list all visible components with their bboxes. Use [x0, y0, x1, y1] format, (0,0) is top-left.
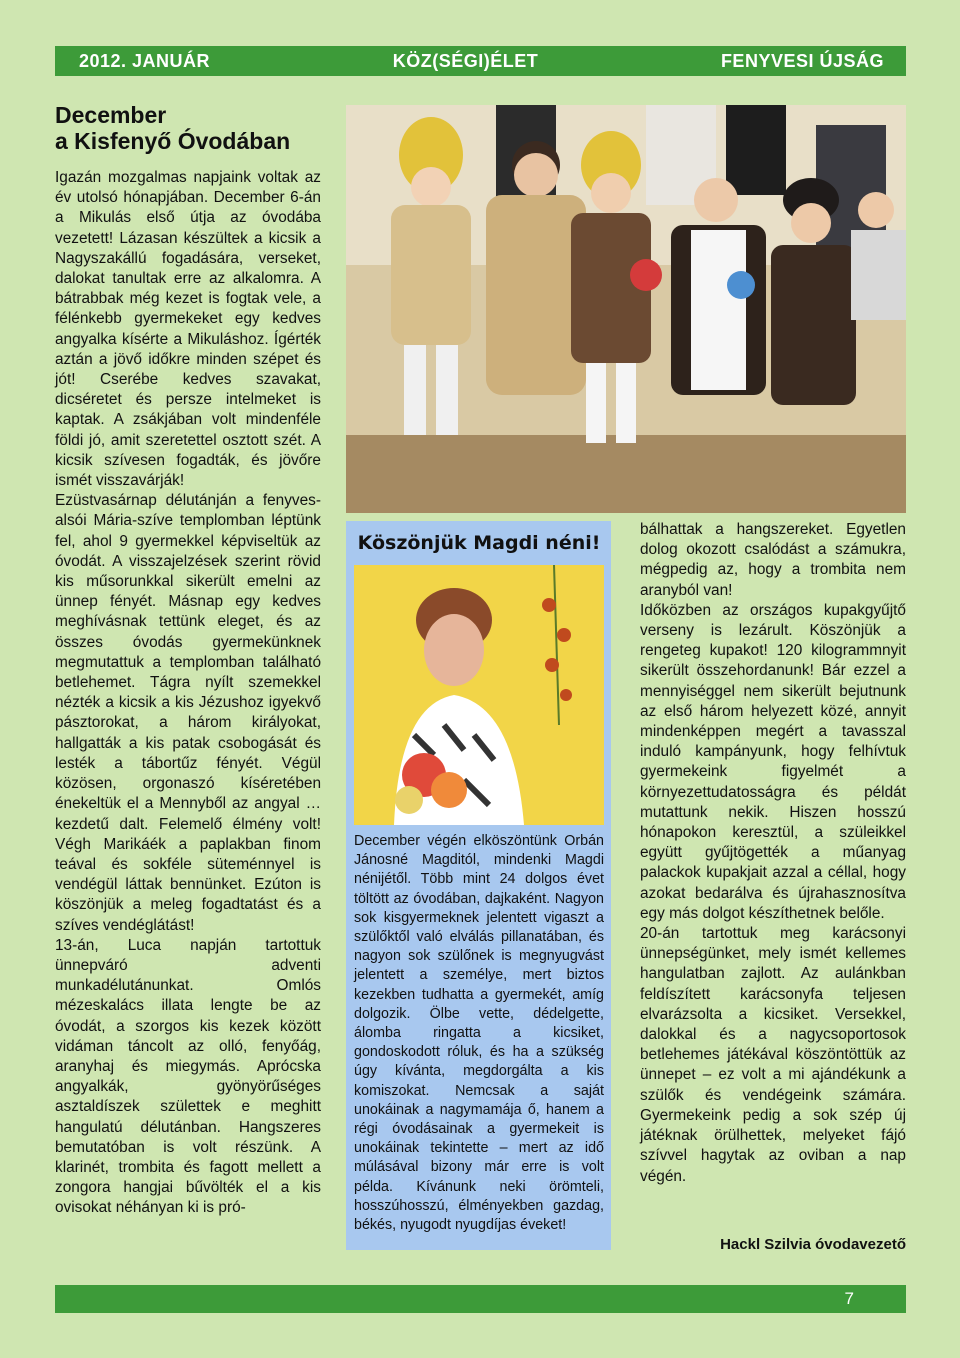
footer-bar	[55, 1285, 906, 1313]
article-paragraph: Igazán mozgalmas napjaink voltak az év utolsó hónapjában. December 6-án a Mikulás első útja az óvodába vezetett! Lázasan készültek a kicsik a Nagyszakállú fogadására, verseket, dalokat tanultak erre az alkalomra. A bátrabbak még kezet is fogtak vele, a félénkebb gyermekeket egy kedves angyalka kísérte a Mikuláshoz. Ígérték aztán a jövő időkre minden szépet és jót! Cserébe kedves szavakat, dicséretet és persze intelmeket is kaptak. A zsákjában volt mindenféle földi jó, amit szeretettel osztott szét. A kicsik szívesen fogadták, és jövőre ismét visszavárják!	[55, 169, 321, 490]
article-paragraph: 13-án, Luca napján tartottuk ünnepváró adventi munkadélutánunkat. Omlós mézeskalács illata lengte be az óvodát, a szorgos kis kezek között vidáman táncolt az olló, fenyőág, aranyhaj és miegymás. Aprócska angyalkák, gyönyörűséges asztaldíszek születtek e meghitt hangulatú délutánban. Hangszeres bemutatóban is volt részünk. A klarinét, trombita és fagott mellett a zongora hangjai bűvölték el a kis ovisokat néhányan ki is pró-	[55, 936, 321, 1217]
section-name: KÖZ(SÉGI)ÉLET	[392, 50, 539, 71]
article-column-right	[640, 520, 906, 1187]
article-title-line1: December	[55, 102, 167, 128]
article-paragraph: Ezüstvasárnap délutánján a fenyves-alsói Mária-szíve templomban léptünk fel, ahol 9 gyermekkel képviseltük az óvodát. A visszajelzések szerint rövid kis műsorunkkal sikerült emelni az ünnep fényét. Másnap egy kedves meghívásnak tettünk eleget, és az összes óvodás gyermekünknek megmutattuk a templomban található betlehemet. Tágra nyílt szemekkel nézték a kicsik a kis Jézushoz igyekvő pásztorokat, a három királyokat, hallgatták a kis patak csobogását és lesték a tábortűz fényét. Végül közösen, orgonaszó kíséretében énekeltük el a Mennyből az angyal … kezdetű dalt. Felemelő élmény volt! Végh Marikáék a paplakban finom teával és sokféle süteménnyel is vendégül láttak bennünket. Ezúton is köszönjük a meleg fogadtatást és a szíves vendéglátást!	[55, 492, 321, 934]
sidebar-body	[354, 832, 604, 1235]
page-number: 7	[844, 1289, 854, 1308]
article-column-left	[55, 168, 321, 1219]
issue-date: 2012. JANUÁR	[79, 50, 211, 71]
article-title-line2: a Kisfenyő Óvodában	[55, 128, 291, 154]
newspaper-name: FENYVESI ÚJSÁG	[720, 50, 884, 71]
children-costume-photo	[346, 105, 906, 513]
article-paragraph: 20-án tartottuk meg karácsonyi ünnepségünket, mely ismét kellemes hangulatban zajlott. Az aulánkban feldíszített karácsonyfa teljesen elvarázsolta a kicsiket. Versekkel, dalokkal és a nagycsoportosok betlehemes játékával köszöntöttük az ünnepet – ez volt a mi ajándékunk a szülők és vendégeink számára. Gyermekeink pedig a sok szép új játéknak örülhettek, melyeket fájó szívvel hagytak az oviban a nap végén.	[640, 925, 906, 1185]
magdi-portrait-photo	[354, 565, 604, 825]
article-paragraph: Időközben az országos kupakgyűjtő verseny is lezárult. Köszönjük a rengeteg kupakot! 120 kilogrammnyit sikerült összehordanunk! Bár ezzel a mennyiséggel nem sikerült bejutnunk az első három helyezett közé, annyit mindenképpen megért a tavasszal induló kampányunk, hogy felhívtuk gyermekeink figyelmét a környezettudatosságra és példát mutattunk nekik. Hiszen hosszú hónapokon keresztül, a szüleikkel együtt gyűjtögették a műanyag palackok kupakjait azzal a céllal, hogy azokat bedarálva és újrahasznosítva egy más dolgot készíthetnek belőle.	[640, 601, 906, 922]
header-bar	[55, 46, 906, 76]
sidebar-paragraph: December végén elköszöntünk Orbán Jánosné Magditól, mindenki Magdi nénijétől. Több mint 24 dolgos évet töltött az óvodában, dajkaként. Nagyon sok kisgyermeknek jelentett vigaszt a szülőktől való elválás pillanatában, és nagyon sok szülőnek is megnyugvást jelentett a személye, mert biztos kezekben tudhatta a gyermekét, amíg dolgozik. Ölbe vette, dédelgette, álomba ringatta a kicsiket, gondoskodott róluk, és ha a szükség úgy kívánta, megdorgálta a kis komiszokat. Nemcsak a saját unokáinak a nagymamája ő, hanem a régi óvodásainak a gyermekeit is unokáinak tekintette – mert az idő múlásával bizony már erre is volt példa. Kívánunk neki örömteli, hosszúhosszú, élményekben gazdag, békés, nyugodt nyugdíjas éveket!	[354, 833, 604, 1234]
article-title	[55, 102, 345, 154]
author-signature: Hackl Szilvia óvodavezető	[720, 1236, 906, 1253]
article-paragraph: bálhattak a hangszereket. Egyetlen dolog okozott csalódást a számukra, mégpedig az, hogy a trombita nem aranyból van!	[640, 521, 906, 599]
sidebar-title: Köszönjük Magdi néni!	[357, 532, 601, 554]
